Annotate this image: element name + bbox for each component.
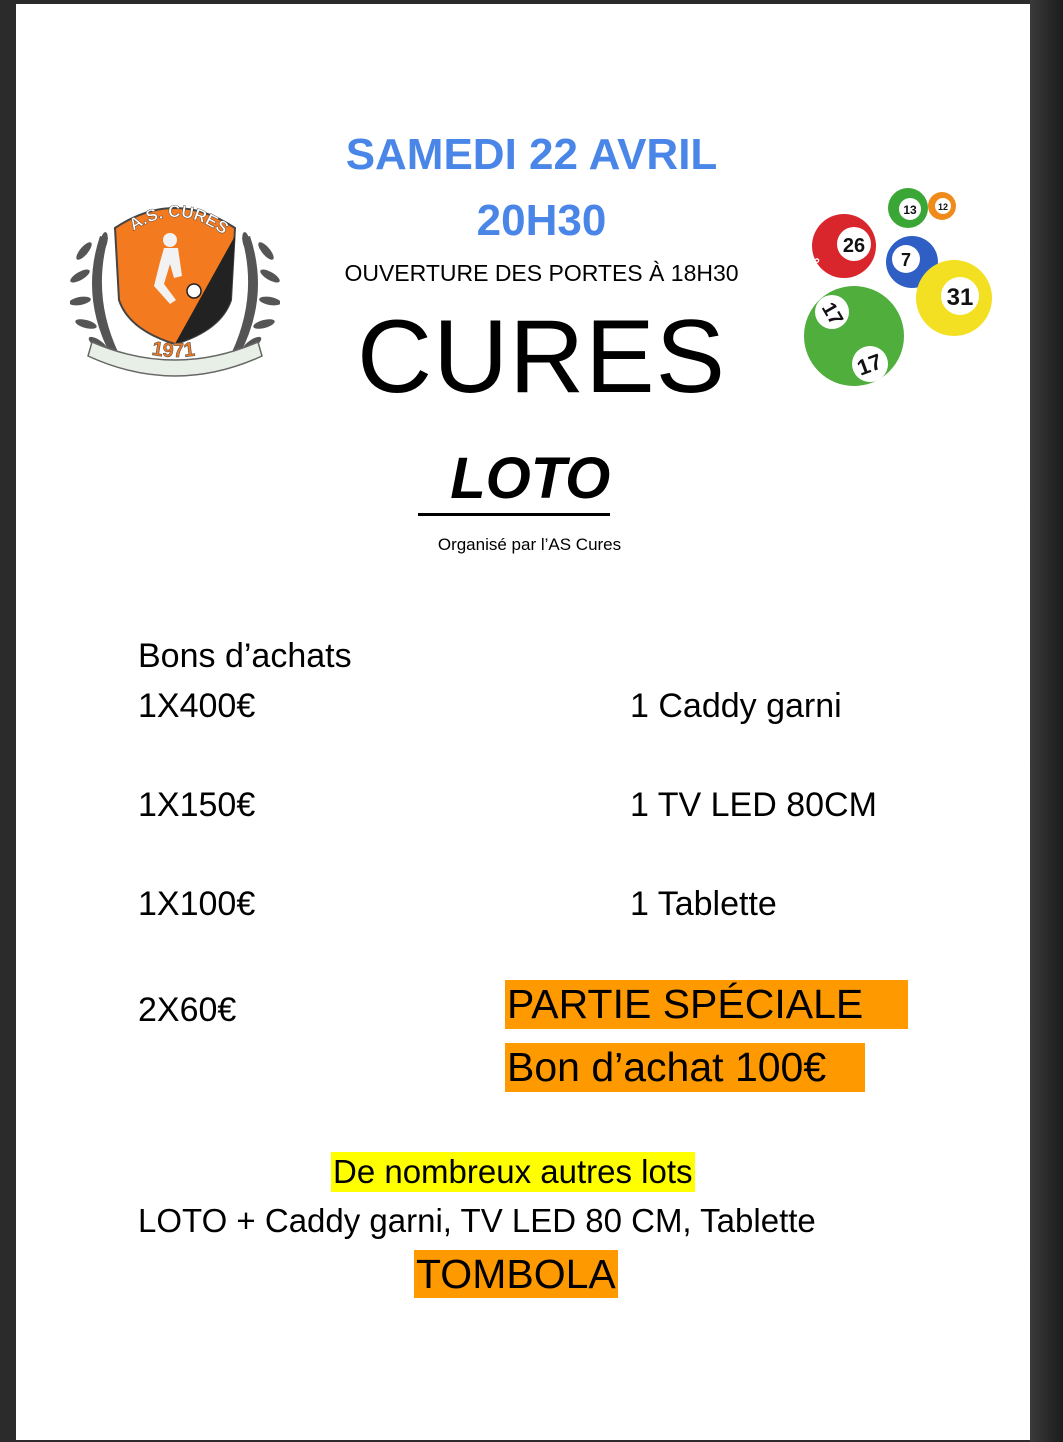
ball-12: 12 [937, 202, 949, 212]
special-game-label: PARTIE SPÉCIALE [505, 980, 908, 1029]
ball-13: 13 [903, 203, 917, 217]
ball-17: 17 [853, 348, 886, 381]
ball-7: 7 [900, 250, 912, 270]
voucher-60: 2X60€ [138, 991, 237, 1029]
event-title: LOTO [418, 446, 610, 516]
other-lots-text: De nombreux autres lots [333, 1153, 693, 1190]
loto-summary-text: LOTO + Caddy garni, TV LED 80 CM, Tablette [138, 1202, 816, 1239]
voucher-400: 1X400€ [138, 687, 256, 725]
tombola-label: TOMBOLA [416, 1251, 616, 1297]
doors-open-text: OUVERTURE DES PORTES À 18H30 [344, 260, 739, 286]
event-date: SAMEDI 22 AVRIL [345, 130, 718, 179]
club-name: A.S. CURES [125, 201, 233, 239]
club-year: 1971 [150, 337, 197, 363]
ball-26: 26 [842, 235, 866, 257]
special-game-prize: Bon d’achat 100€ [505, 1043, 865, 1092]
ball-31: 31 [946, 284, 974, 311]
prize-tv: 1 TV LED 80CM [630, 786, 877, 824]
vouchers-heading: Bons d’achats [138, 637, 352, 675]
event-time: 20H30 [476, 196, 607, 245]
ball-96: 96 [808, 256, 823, 271]
voucher-150: 1X150€ [138, 786, 256, 824]
prize-caddy: 1 Caddy garni [630, 687, 842, 725]
prize-tablet: 1 Tablette [630, 885, 777, 923]
ball-17-b: 17 [816, 298, 848, 330]
organizer-text: Organisé par l’AS Cures [437, 535, 622, 554]
voucher-100: 1X100€ [138, 885, 256, 923]
city-name: CURES [356, 299, 727, 415]
